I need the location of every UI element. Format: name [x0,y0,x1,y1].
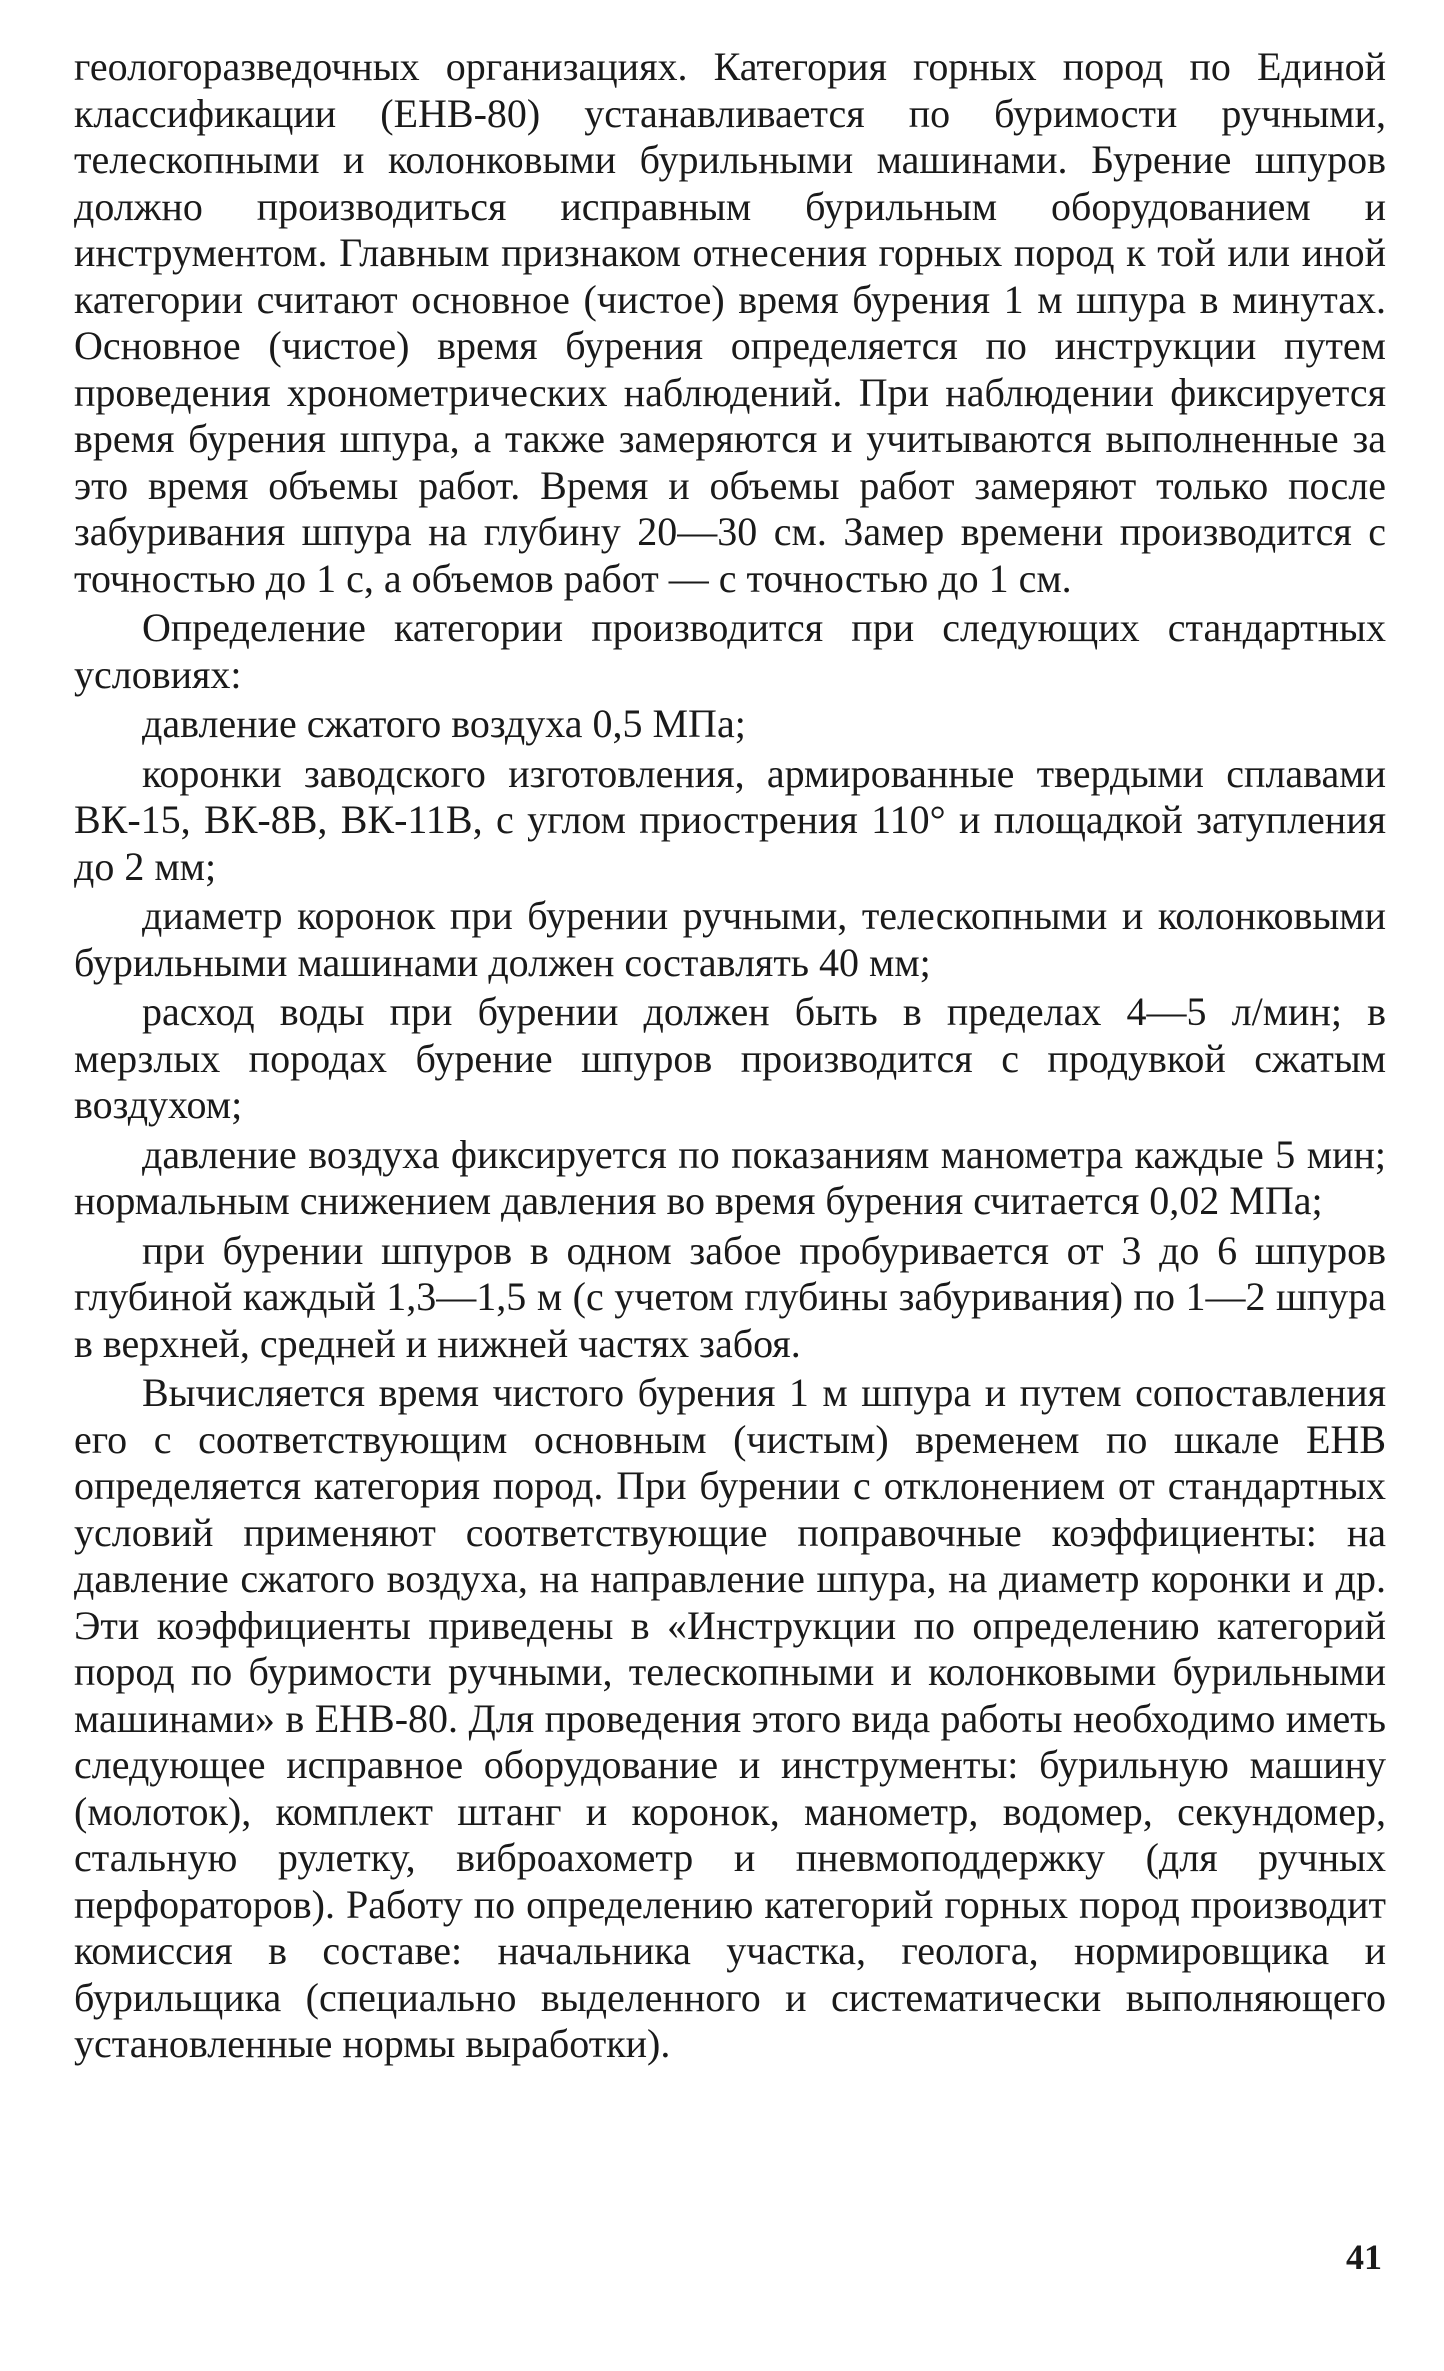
condition-bit-diameter: диаметр коронок при бурении ручными, телескопными и колонковыми бурильными машинами должен составлять 40 мм; [74,893,1386,985]
condition-air-pressure: давление сжатого воздуха 0,5 МПа; [142,701,746,746]
paragraph-standard-conditions-intro: Определение категории производится при следующих стандартных условиях: [74,605,1386,697]
paragraph-continuation: геологоразведочных организациях. Категория горных пород по Единой классификации (ЕНВ-80) устанавливается по буримости ручными, телескопными и колонковыми бурильными машинами. Бурение шпуров должно производиться исправным бурильным оборудованием и инструментом. Главным признаком отнесения горных пород к той или иной категории считают основное (чистое) время бурения 1 м шпура в минутах. Основное (чистое) время бурения определяется по инструкции путем проведения хронометрических наблюдений. При наблюдении фиксируется время бурения шпура, а также замеряются и учитываются выполненные за это время объемы работ. Время и объемы работ замеряют только после забуривания шпура на глубину 20—30 см. Замер времени производится с точностью до 1 с, а объемов работ — с точностью до 1 см. [74,44,1386,601]
condition-holes-per-face: при бурении шпуров в одном забое пробуривается от 3 до 6 шпуров глубиной каждый 1,3—1,5 м (с учетом глубины забуривания) по 1—2 шпура в верхней, средней и нижней частях забоя. [74,1227,1386,1366]
condition-water-flow: расход воды при бурении должен быть в пределах 4—5 л/мин; в мерзлых породах бурение шпуров производится с продувкой сжатым воздухом; [74,989,1386,1127]
condition-bits: коронки заводского изготовления, армированные твердыми сплавами ВК-15, ВК-8В, ВК-11В, с углом приострения 110° и площадкой затупления до 2 мм; [74,750,1386,889]
condition-pressure-recording: давление воздуха фиксируется по показаниям манометра каждые 5 мин; нормальным снижением давления во время бурения считается 0,02 МПа; [74,1131,1386,1223]
paragraph-calculation: Вычисляется время чистого бурения 1 м шпура и путем сопоставления его с соответствующим основным (чистым) временем по шкале ЕНВ определяется категория пород. При бурении с отклонением от стандартных условий применяют соответствующие поправочные коэффициенты: на давление сжатого воздуха, на направление шпура, на диаметр коронки и др. Эти коэффициенты приведены в «Инструкции по определению категорий пород по буримости ручными, телескопными и колонковыми бурильными машинами» в ЕНВ-80. Для проведения этого вида работы необходимо иметь следующее исправное оборудование и инструменты: бурильную машину (молоток), комплект штанг и коронок, манометр, водомер, секундомер, стальную рулетку, виброахометр и пневмоподдержку (для ручных перфораторов). Работу по определению категорий горных пород производит комиссия в составе: начальника участка, геолога, нормировщика и бурильщика (специально выделенного и систематически выполняющего установленные нормы выработки). [74,1370,1386,2066]
page-number: 41 [1346,2237,1382,2277]
page-body [74,44,1386,2068]
